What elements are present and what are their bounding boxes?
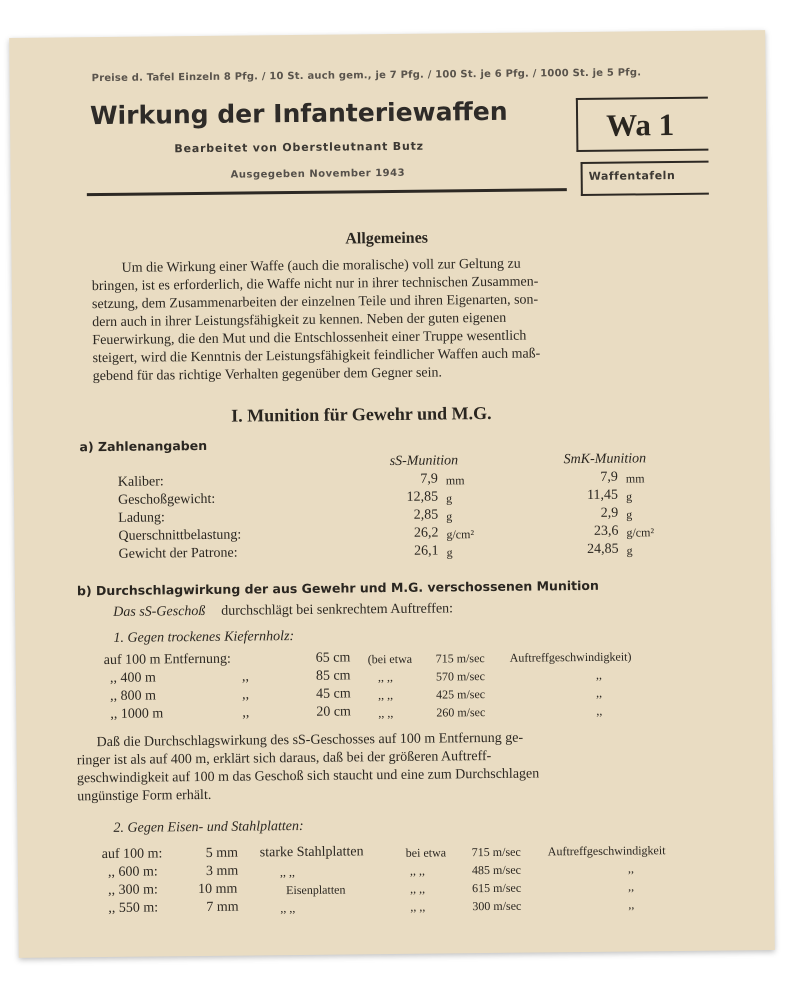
wood-row-mid: ,, ,,: [378, 705, 394, 721]
table-unit: g: [446, 509, 453, 524]
wood-row-speed: 715 m/sec: [435, 651, 485, 666]
wood-row-distance: ,, 1000 m: [110, 706, 164, 722]
steel-row-mid: ,, ,,: [410, 899, 426, 914]
wood-row-ditto: ,,: [242, 705, 250, 721]
table-unit: g: [626, 507, 633, 522]
header-rule: [87, 188, 567, 196]
table-cell: 26,1: [414, 543, 439, 559]
steel-row-kind: starke Stahlplatten: [259, 844, 364, 861]
table-unit: mm: [445, 473, 465, 488]
wood-row-depth: 65 cm: [315, 650, 351, 666]
wood-row-depth: 45 cm: [316, 686, 351, 702]
steel-heading: 2. Gegen Eisen- und Stahlplatten:: [113, 818, 304, 836]
table-row-label: Kaliber:: [117, 474, 164, 490]
wood-row-tail: Auftreffgeschwindigkeit): [509, 649, 632, 665]
document-title: Wirkung der Infanteriewaffen: [89, 96, 508, 131]
steel-row-distance: ,, 600 m:: [107, 864, 158, 880]
subsection-b-heading: b) Durchschlagwirkung der aus Gewehr und M.G. verschossenen Munition: [76, 577, 599, 599]
intro-text: durchschlägt bei senkrechtem Auftreffen:: [221, 601, 454, 619]
steel-row-kind: Eisenplatten: [286, 882, 346, 898]
steel-row-thickness: 7 mm: [206, 899, 239, 915]
series-label: Waffentafeln: [588, 169, 676, 183]
table-cell: 12,85: [406, 489, 439, 505]
wood-row-distance: auf 100 m Entfernung:: [103, 651, 231, 669]
wood-row-mid: ,, ,,: [378, 687, 394, 703]
table-cell: 2,85: [413, 507, 439, 523]
wood-row-mid: ,, ,,: [377, 670, 393, 685]
wood-row-distance: ,, 800 m: [110, 688, 157, 704]
intro-projectile: Das sS-Geschoß: [113, 603, 206, 620]
table-row-label: Gewicht der Patrone:: [118, 545, 238, 562]
section-heading-general: Allgemeines: [345, 229, 429, 248]
paragraph-line: Daß die Durchschlagswirkung des sS-Geschosses auf 100 m Entfernung ge-: [96, 730, 524, 751]
steel-row-tail: ,,: [628, 879, 635, 894]
steel-row-thickness: 5 mm: [205, 845, 239, 861]
steel-row-kind: ,, ,,: [279, 865, 296, 880]
general-line: dern auch in ihrer Leistungsfähigkeit zu kennen. Neben der guten eigenen: [92, 310, 507, 331]
table-unit: g: [445, 491, 453, 506]
wood-row-ditto: ,,: [241, 669, 249, 685]
steel-row-distance: auf 100 m:: [101, 846, 163, 863]
wood-row-speed: 425 m/sec: [436, 687, 486, 702]
wood-row-tail: ,,: [596, 685, 603, 700]
wood-row-tail: ,,: [595, 667, 602, 682]
table-cell: 2,9: [600, 505, 619, 521]
steel-row-speed: 485 m/sec: [471, 862, 522, 878]
steel-row-mid: ,, ,,: [409, 863, 426, 878]
author-line: Bearbeitet von Oberstleutnant Butz: [174, 139, 424, 156]
steel-row-kind: ,, ,,: [280, 901, 296, 916]
steel-row-speed: 615 m/sec: [472, 880, 522, 896]
table-cell: 7,9: [600, 469, 618, 485]
steel-row-thickness: 10 mm: [198, 881, 238, 898]
steel-row-speed: 715 m/sec: [471, 844, 521, 860]
wood-row-mid: (bei etwa: [367, 651, 413, 667]
steel-row-speed: 300 m/sec: [472, 898, 522, 914]
table-unit: g: [626, 543, 633, 558]
steel-row-distance: ,, 300 m:: [108, 882, 158, 898]
section-heading-ammunition: I. Munition für Gewehr und M.G.: [231, 402, 492, 426]
table-row-label: Querschnittbelastung:: [118, 527, 242, 544]
wood-row-depth: 85 cm: [315, 668, 351, 684]
issue-date: Ausgegeben November 1943: [230, 167, 406, 181]
general-line: steigert, wird die Kenntnis der Leistungsfähigkeit feindlicher Waffen auch maß-: [92, 346, 541, 367]
general-line: setzung, dem Zusammenarbeiten der einzelnen Teile und ihren Eigenarten, son-: [91, 292, 539, 313]
subsection-a-heading: a) Zahlenangaben: [79, 437, 208, 455]
steel-row-mid: ,, ,,: [410, 881, 426, 896]
wood-row-depth: 20 cm: [316, 704, 351, 720]
steel-row-tail: Auftreffgeschwindigkeit: [547, 843, 666, 859]
wood-row-distance: ,, 400 m: [109, 670, 156, 686]
general-line: gebend für das richtige Verhalten gegenüber dem Gegner sein.: [92, 365, 443, 385]
table-unit: mm: [625, 471, 645, 486]
table-cell: 11,45: [586, 487, 619, 503]
wood-row-ditto: ,,: [242, 687, 250, 703]
table-code: Wa 1: [605, 107, 675, 143]
steel-row-tail: ,,: [627, 861, 635, 876]
table-cell: 24,85: [587, 541, 619, 557]
table-cell: 23,6: [593, 523, 619, 539]
table-unit: g/cm²: [446, 527, 475, 542]
table-cell: 7,9: [420, 471, 438, 487]
paragraph-line: ungünstige Form erhält.: [77, 787, 212, 805]
column-header-smk: SmK-Munition: [563, 451, 647, 468]
document-sheet: [9, 30, 775, 958]
table-cell: 26,2: [413, 525, 439, 541]
table-row-label: Ladung:: [118, 510, 165, 526]
steel-row-distance: ,, 550 m:: [108, 900, 159, 916]
table-row-label: Geschoßgewicht:: [117, 491, 216, 508]
paragraph-line: geschwindigkeit auf 100 m das Geschoß sich staucht und eine zum Durchschlagen: [76, 766, 540, 787]
wood-row-speed: 260 m/sec: [436, 705, 486, 720]
wood-row-speed: 570 m/sec: [435, 669, 485, 684]
general-line: Um die Wirkung einer Waffe (auch die moralische) voll zur Geltung zu: [121, 256, 521, 276]
wood-heading: 1. Gegen trockenes Kiefernholz:: [113, 629, 295, 646]
price-line: Preise d. Tafel Einzeln 8 Pfg. / 10 St. auch gem., je 7 Pfg. / 100 St. je 6 Pfg. / 1000 St. je 5 Pfg.: [91, 67, 642, 85]
table-unit: g/cm²: [626, 525, 655, 540]
steel-row-mid: bei etwa: [405, 845, 447, 860]
steel-row-thickness: 3 mm: [205, 863, 239, 879]
paragraph-line: ringer ist als auf 400 m, erklärt sich daraus, daß bei der größeren Auftreff-: [76, 748, 492, 769]
wood-row-tail: ,,: [596, 703, 603, 718]
table-unit: g: [625, 489, 633, 504]
general-line: Feuerwirkung, die den Mut und die Entschlossenheit einer Truppe wesentlich: [92, 328, 527, 349]
steel-row-tail: ,,: [628, 897, 635, 912]
general-line: bringen, ist es erforderlich, die Waffe nicht nur in ihrer technischen Zusammen-: [91, 274, 539, 295]
column-header-ss: sS-Munition: [389, 453, 459, 470]
table-unit: g: [446, 545, 453, 560]
